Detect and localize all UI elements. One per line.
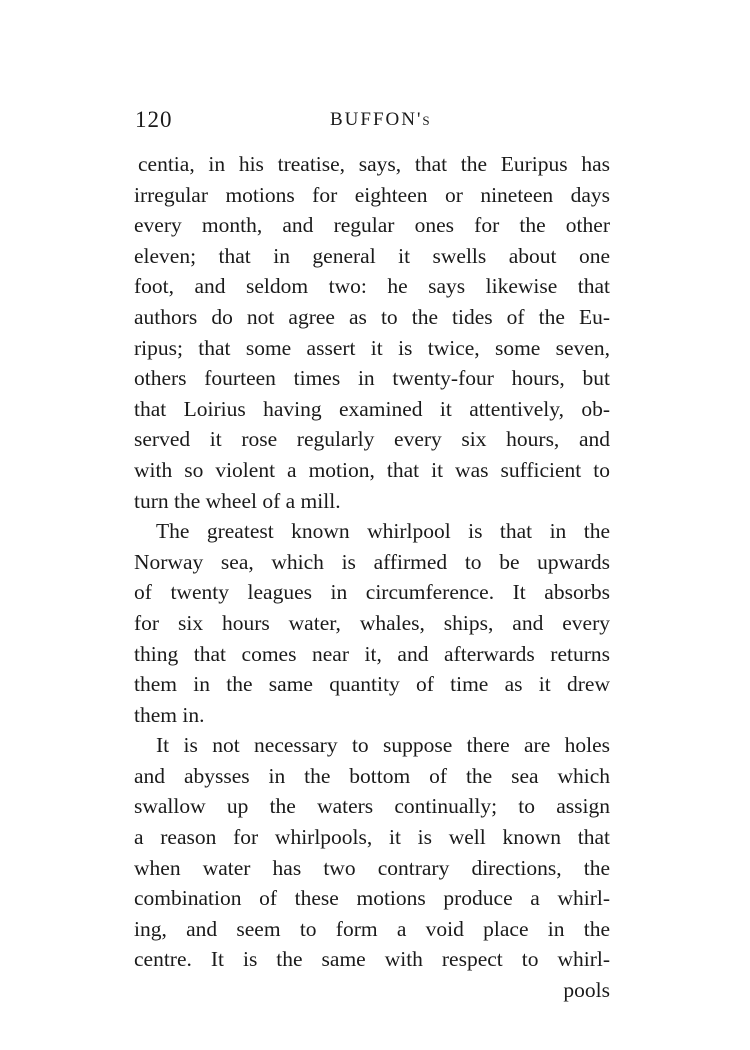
text-line: thing that comes near it, and afterwards returns (134, 641, 610, 666)
text-line: foot, and seldom two: he says likewise that (134, 274, 610, 299)
body-text (134, 149, 610, 1006)
text-line: them in the same quantity of time as it drew (134, 672, 610, 697)
text-line: a reason for whirlpools, it is well known that (134, 825, 610, 850)
text-line: others fourteen times in twenty-four hours, but (134, 366, 610, 391)
text-line: of twenty leagues in circumference. It absorbs (134, 580, 610, 605)
text-line: every month, and regular ones for the other (134, 213, 610, 238)
text-line: irregular motions for eighteen or nineteen days (134, 182, 610, 207)
text-line: that Loirius having examined it attentively, ob- (134, 396, 610, 421)
text-line: when water has two contrary directions, the (134, 855, 610, 880)
text-line: for six hours water, whales, ships, and every (134, 610, 610, 635)
text-line: The greatest known whirlpool is that in the (156, 519, 610, 544)
text-line: ing, and seem to form a void place in the (134, 916, 610, 941)
text-line: combination of these motions produce a whirl- (134, 886, 610, 911)
text-line: ripus; that some assert it is twice, some seven, (134, 335, 610, 360)
catchword: pools (563, 978, 610, 1003)
text-line: centia, in his treatise, says, that the Euripus has (138, 152, 610, 176)
text-line: them in. (134, 702, 205, 727)
text-line: centre. It is the same with respect to whirl- (134, 947, 610, 972)
text-line: served it rose regularly every six hours, and (134, 427, 610, 452)
page-number: 120 (135, 107, 173, 132)
text-line: with so violent a motion, that it was sufficient to (134, 457, 610, 482)
text-line: It is not necessary to suppose there are holes (156, 733, 610, 758)
text-line: and abysses in the bottom of the sea which (134, 763, 610, 788)
text-line: turn the wheel of a mill. (134, 488, 341, 513)
text-line: swallow up the waters continually; to assign (134, 794, 610, 819)
running-head: BUFFON's (330, 109, 432, 130)
text-line: eleven; that in general it swells about one (134, 243, 610, 268)
text-line: authors do not agree as to the tides of the Eu- (134, 304, 610, 329)
text-line: Norway sea, which is affirmed to be upwards (134, 549, 610, 574)
